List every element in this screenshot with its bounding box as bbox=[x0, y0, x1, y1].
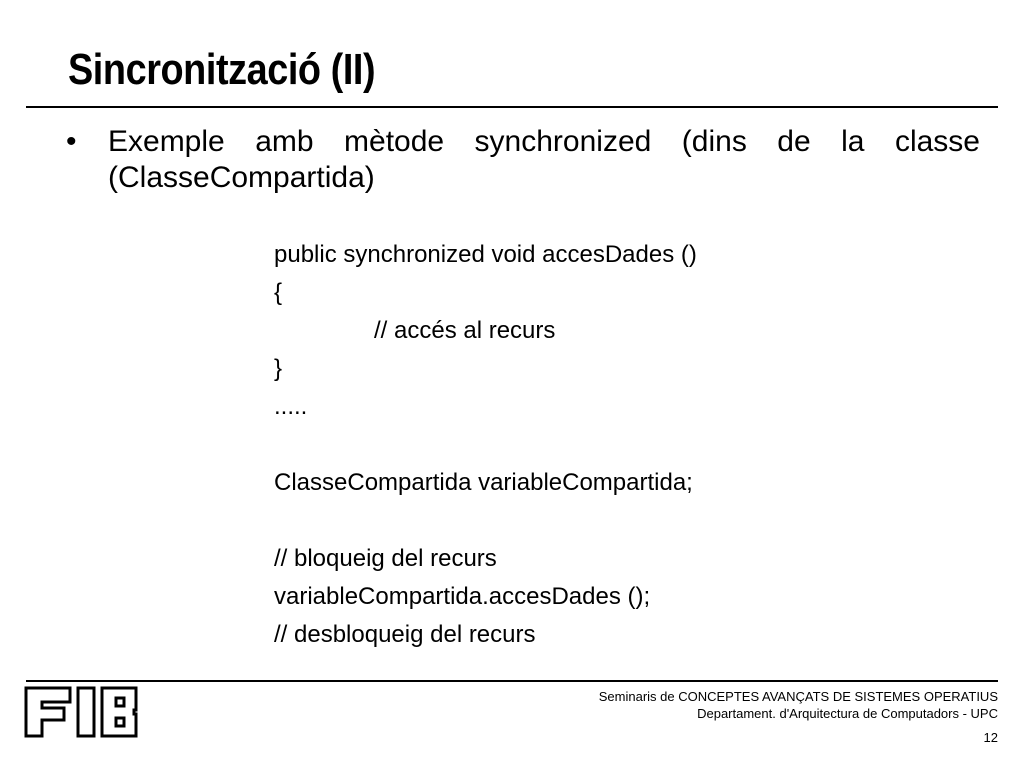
bullet-text: Exemple amb mètode synchronized (dins de la classe (ClasseCompartida) bbox=[108, 125, 980, 194]
page-number: 12 bbox=[983, 730, 998, 745]
footer-credits bbox=[599, 688, 998, 722]
footer-department: Departament. d'Arquitectura de Computadors - UPC bbox=[697, 706, 998, 721]
bullet-item bbox=[66, 124, 980, 196]
code-blank-line bbox=[274, 502, 697, 540]
code-line: } bbox=[274, 355, 283, 382]
slide-title: Sincronització (II) bbox=[68, 45, 376, 94]
code-line: // accés al recurs bbox=[374, 317, 556, 344]
fib-logo-icon bbox=[24, 686, 140, 738]
footer-seminar-name: Seminaris de CONCEPTES AVANÇATS DE SISTEMES OPERATIUS bbox=[598, 689, 998, 704]
code-block bbox=[274, 236, 697, 654]
code-line: ..... bbox=[274, 393, 308, 420]
bullet-icon: • bbox=[66, 125, 77, 158]
code-line: ClasseCompartida variableCompartida; bbox=[274, 469, 693, 496]
code-line: public synchronized void accesDades () bbox=[274, 241, 697, 268]
code-line: { bbox=[274, 279, 283, 306]
code-line: variableCompartida.accesDades (); bbox=[274, 583, 651, 610]
code-blank-line bbox=[274, 426, 697, 464]
footer-divider bbox=[26, 680, 998, 682]
code-line: // bloqueig del recurs bbox=[274, 545, 497, 572]
code-line: // desbloqueig del recurs bbox=[274, 621, 536, 648]
title-divider bbox=[26, 106, 998, 108]
